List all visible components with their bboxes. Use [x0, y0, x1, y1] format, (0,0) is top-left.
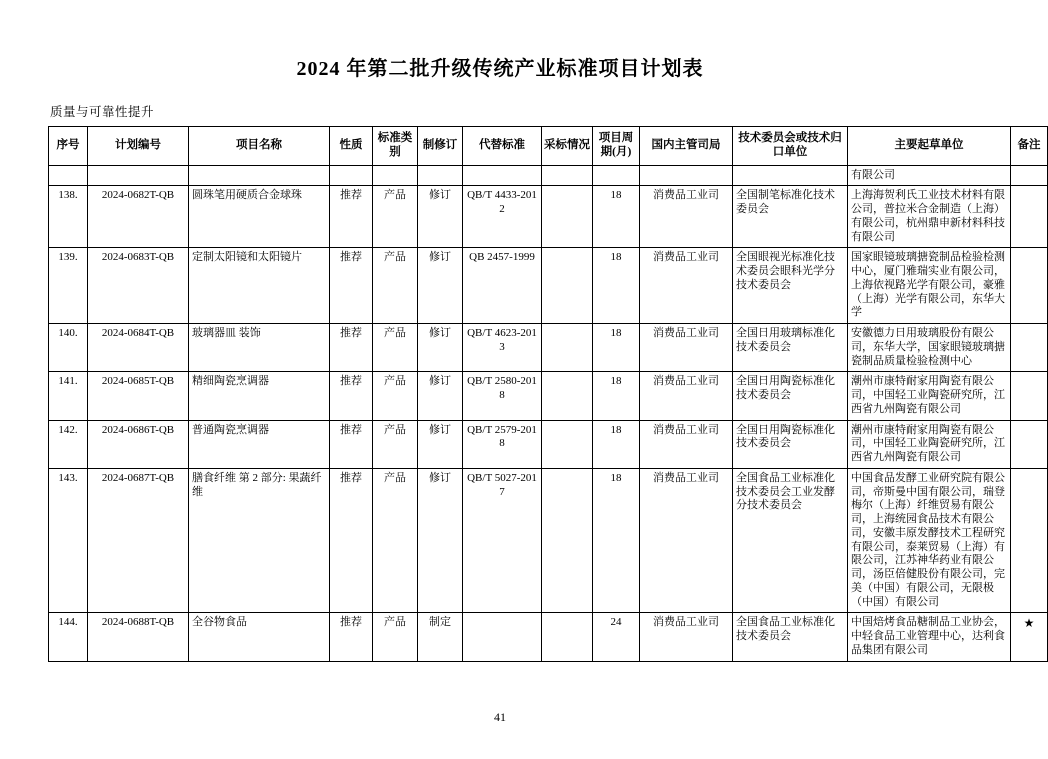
cell-alternative: QB/T 2579-2018	[463, 420, 542, 468]
column-header-tc: 技术委员会或技术归口单位	[733, 127, 848, 166]
cell-cycle: 18	[593, 468, 640, 613]
cell-code	[88, 165, 189, 186]
cell-org: 有限公司	[848, 165, 1011, 186]
cell-dept: 消费品工业司	[640, 372, 733, 420]
cell-alternative: QB/T 4623-2013	[463, 324, 542, 372]
cell-code: 2024-0683T-QB	[88, 248, 189, 324]
cell-cycle: 18	[593, 324, 640, 372]
cell-category	[373, 165, 418, 186]
cell-seq: 139.	[49, 248, 88, 324]
cell-adoption	[542, 468, 593, 613]
cell-name: 精细陶瓷烹调器	[189, 372, 330, 420]
cell-category: 产品	[373, 613, 418, 661]
cell-property: 推荐	[330, 186, 373, 248]
cell-revision: 制定	[418, 613, 463, 661]
cell-note	[1011, 186, 1048, 248]
cell-org: 安徽德力日用玻璃股份有限公司，东华大学，国家眼镜玻璃搪瓷制品质量检验检测中心	[848, 324, 1011, 372]
cell-name: 圆珠笔用硬质合金球珠	[189, 186, 330, 248]
cell-name: 普通陶瓷烹调器	[189, 420, 330, 468]
document-page	[0, 52, 1041, 759]
cell-code: 2024-0684T-QB	[88, 324, 189, 372]
column-header-property: 性质	[330, 127, 373, 166]
cell-category: 产品	[373, 324, 418, 372]
table-header	[49, 127, 1048, 166]
cell-note	[1011, 372, 1048, 420]
column-header-cycle: 项目周期(月)	[593, 127, 640, 166]
cell-name: 玻璃器皿 装饰	[189, 324, 330, 372]
cell-alternative	[463, 165, 542, 186]
cell-alternative	[463, 613, 542, 661]
cell-property: 推荐	[330, 613, 373, 661]
cell-tc: 全国食品工业标准化技术委员会工业发酵分技术委员会	[733, 468, 848, 613]
cell-tc: 全国眼视光标准化技术委员会眼科光学分技术委员会	[733, 248, 848, 324]
cell-cycle: 24	[593, 613, 640, 661]
cell-org: 中国食品发酵工业研究院有限公司，帝斯曼中国有限公司，瑞登梅尔（上海）纤维贸易有限公司，上海统园食品技术有限公司，安徽丰原发酵技术工程研究有限公司，泰莱贸易（上海）有限公司，江苏神华药业有限公司，汤臣倍健股份有限公司，完美（中国）有限公司，无限极（中国）有限公司	[848, 468, 1011, 613]
cell-seq: 141.	[49, 372, 88, 420]
cell-dept: 消费品工业司	[640, 186, 733, 248]
cell-tc	[733, 165, 848, 186]
cell-org: 潮州市康特耐家用陶瓷有限公司，中国轻工业陶瓷研究所，江西省九州陶瓷有限公司	[848, 420, 1011, 468]
table-row	[49, 372, 1048, 420]
cell-property: 推荐	[330, 324, 373, 372]
table-header-row	[49, 127, 1048, 166]
column-header-adoption: 采标情况	[542, 127, 593, 166]
cell-cycle: 18	[593, 186, 640, 248]
cell-note	[1011, 468, 1048, 613]
cell-tc: 全国日用玻璃标准化技术委员会	[733, 324, 848, 372]
column-header-dept: 国内主管司局	[640, 127, 733, 166]
cell-code: 2024-0682T-QB	[88, 186, 189, 248]
column-header-code: 计划编号	[88, 127, 189, 166]
cell-alternative: QB 2457-1999	[463, 248, 542, 324]
table-row	[49, 420, 1048, 468]
column-header-name: 项目名称	[189, 127, 330, 166]
cell-cycle: 18	[593, 420, 640, 468]
table-row-continuation	[49, 165, 1048, 186]
page-number: 41	[494, 710, 506, 724]
cell-adoption	[542, 420, 593, 468]
column-header-revision: 制修订	[418, 127, 463, 166]
cell-alternative: QB/T 4433-2012	[463, 186, 542, 248]
cell-category: 产品	[373, 372, 418, 420]
cell-property	[330, 165, 373, 186]
cell-revision: 修订	[418, 468, 463, 613]
cell-cycle: 18	[593, 372, 640, 420]
cell-category: 产品	[373, 468, 418, 613]
table-row	[49, 468, 1048, 613]
cell-code: 2024-0688T-QB	[88, 613, 189, 661]
cell-seq: 144.	[49, 613, 88, 661]
cell-org: 国家眼镜玻璃搪瓷制品检验检测中心，厦门雅瑞实业有限公司，上海依视路光学有限公司，豪雅（上海）光学有限公司，东华大学	[848, 248, 1011, 324]
cell-adoption	[542, 372, 593, 420]
cell-tc: 全国日用陶瓷标准化技术委员会	[733, 420, 848, 468]
cell-org: 潮州市康特耐家用陶瓷有限公司，中国轻工业陶瓷研究所，江西省九州陶瓷有限公司	[848, 372, 1011, 420]
cell-dept: 消费品工业司	[640, 324, 733, 372]
cell-dept: 消费品工业司	[640, 248, 733, 324]
column-header-alternative: 代替标准	[463, 127, 542, 166]
cell-adoption	[542, 165, 593, 186]
cell-name: 定制太阳镜和太阳镜片	[189, 248, 330, 324]
cell-note: ★	[1011, 613, 1048, 661]
cell-property: 推荐	[330, 468, 373, 613]
cell-revision: 修订	[418, 420, 463, 468]
cell-dept: 消费品工业司	[640, 613, 733, 661]
table-body	[49, 165, 1048, 661]
cell-cycle: 18	[593, 248, 640, 324]
column-header-category: 标准类别	[373, 127, 418, 166]
cell-name: 全谷物食品	[189, 613, 330, 661]
column-header-seq: 序号	[49, 127, 88, 166]
cell-property: 推荐	[330, 372, 373, 420]
cell-code: 2024-0687T-QB	[88, 468, 189, 613]
cell-category: 产品	[373, 186, 418, 248]
cell-category: 产品	[373, 420, 418, 468]
cell-code: 2024-0685T-QB	[88, 372, 189, 420]
cell-revision: 修订	[418, 324, 463, 372]
cell-seq	[49, 165, 88, 186]
cell-name	[189, 165, 330, 186]
cell-code: 2024-0686T-QB	[88, 420, 189, 468]
cell-alternative: QB/T 5027-2017	[463, 468, 542, 613]
column-header-org: 主要起草单位	[848, 127, 1011, 166]
cell-dept	[640, 165, 733, 186]
cell-seq: 142.	[49, 420, 88, 468]
cell-tc: 全国日用陶瓷标准化技术委员会	[733, 372, 848, 420]
cell-note	[1011, 324, 1048, 372]
section-label: 质量与可靠性提升	[50, 105, 155, 119]
cell-revision: 修订	[418, 372, 463, 420]
cell-note	[1011, 248, 1048, 324]
cell-cycle	[593, 165, 640, 186]
table-row	[49, 324, 1048, 372]
table-row	[49, 613, 1048, 661]
standards-plan-table	[48, 126, 1048, 662]
cell-note	[1011, 165, 1048, 186]
cell-category: 产品	[373, 248, 418, 324]
cell-property: 推荐	[330, 420, 373, 468]
cell-property: 推荐	[330, 248, 373, 324]
cell-note	[1011, 420, 1048, 468]
cell-revision	[418, 165, 463, 186]
cell-org: 中国焙烤食品糖制品工业协会，中轻食品工业管理中心，达利食品集团有限公司	[848, 613, 1011, 661]
cell-seq: 143.	[49, 468, 88, 613]
cell-adoption	[542, 613, 593, 661]
cell-seq: 138.	[49, 186, 88, 248]
cell-adoption	[542, 186, 593, 248]
cell-revision: 修订	[418, 186, 463, 248]
cell-adoption	[542, 248, 593, 324]
cell-dept: 消费品工业司	[640, 420, 733, 468]
cell-adoption	[542, 324, 593, 372]
column-header-note: 备注	[1011, 127, 1048, 166]
cell-alternative: QB/T 2580-2018	[463, 372, 542, 420]
page-title: 2024 年第二批升级传统产业标准项目计划表	[296, 58, 704, 80]
cell-tc: 全国制笔标准化技术委员会	[733, 186, 848, 248]
cell-dept: 消费品工业司	[640, 468, 733, 613]
cell-tc: 全国食品工业标准化技术委员会	[733, 613, 848, 661]
cell-revision: 修订	[418, 248, 463, 324]
cell-seq: 140.	[49, 324, 88, 372]
cell-org: 上海海贺利氏工业技术材料有限公司，普拉米合金制造（上海）有限公司，杭州鼎申新材料科技有限公司	[848, 186, 1011, 248]
table-row	[49, 248, 1048, 324]
table-row	[49, 186, 1048, 248]
cell-name: 膳食纤维 第 2 部分: 果蔬纤维	[189, 468, 330, 613]
